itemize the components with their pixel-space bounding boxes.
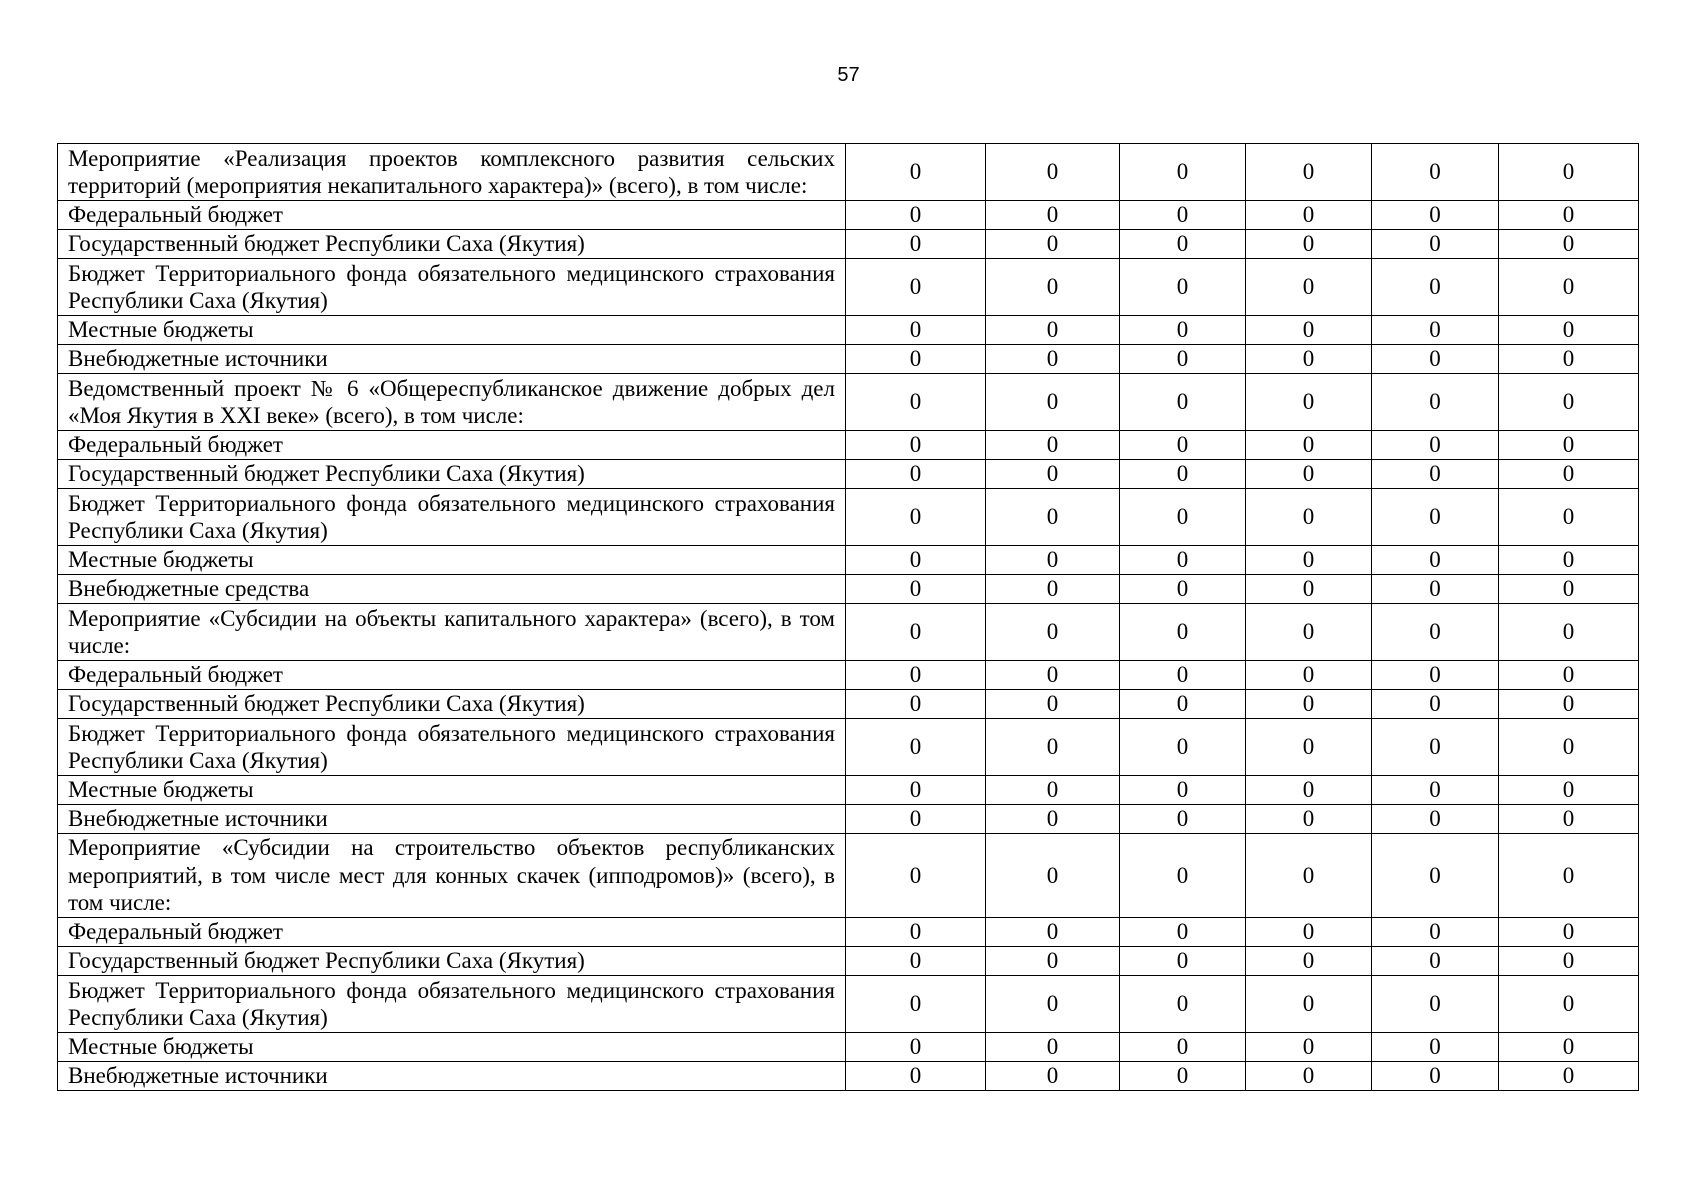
value-cell: 0 bbox=[1372, 259, 1499, 316]
value-cell: 0 bbox=[1372, 690, 1499, 719]
table-row bbox=[58, 834, 1639, 918]
row-label: Внебюджетные источники bbox=[58, 805, 846, 834]
value-cell: 0 bbox=[1499, 661, 1639, 690]
value-cell: 0 bbox=[1246, 719, 1372, 776]
value-cell: 0 bbox=[986, 834, 1120, 918]
value-cell: 0 bbox=[1499, 546, 1639, 575]
row-label: Внебюджетные средства bbox=[58, 575, 846, 604]
value-cell: 0 bbox=[1246, 661, 1372, 690]
value-cell: 0 bbox=[1120, 834, 1246, 918]
table-row bbox=[58, 345, 1639, 374]
value-cell: 0 bbox=[1372, 805, 1499, 834]
value-cell: 0 bbox=[846, 661, 986, 690]
value-cell: 0 bbox=[1499, 374, 1639, 431]
value-cell: 0 bbox=[846, 719, 986, 776]
row-label: Бюджет Территориального фонда обязательного медицинского страхования Республики Саха (Якутия) bbox=[58, 489, 846, 546]
value-cell: 0 bbox=[846, 546, 986, 575]
table-row bbox=[58, 661, 1639, 690]
table-row bbox=[58, 230, 1639, 259]
value-cell: 0 bbox=[1372, 976, 1499, 1033]
value-cell: 0 bbox=[1372, 575, 1499, 604]
row-label: Федеральный бюджет bbox=[58, 201, 846, 230]
value-cell: 0 bbox=[846, 489, 986, 546]
value-cell: 0 bbox=[986, 316, 1120, 345]
value-cell: 0 bbox=[1499, 489, 1639, 546]
value-cell: 0 bbox=[986, 374, 1120, 431]
row-label: Местные бюджеты bbox=[58, 776, 846, 805]
value-cell: 0 bbox=[846, 690, 986, 719]
value-cell: 0 bbox=[1499, 144, 1639, 201]
value-cell: 0 bbox=[1372, 201, 1499, 230]
value-cell: 0 bbox=[846, 976, 986, 1033]
value-cell: 0 bbox=[1499, 431, 1639, 460]
table-row bbox=[58, 719, 1639, 776]
value-cell: 0 bbox=[1120, 947, 1246, 976]
value-cell: 0 bbox=[846, 144, 986, 201]
row-label: Бюджет Территориального фонда обязательного медицинского страхования Республики Саха (Якутия) bbox=[58, 719, 846, 776]
value-cell: 0 bbox=[986, 690, 1120, 719]
value-cell: 0 bbox=[1120, 1033, 1246, 1062]
value-cell: 0 bbox=[1499, 776, 1639, 805]
value-cell: 0 bbox=[1246, 345, 1372, 374]
value-cell: 0 bbox=[1120, 661, 1246, 690]
value-cell: 0 bbox=[1499, 719, 1639, 776]
value-cell: 0 bbox=[1372, 776, 1499, 805]
value-cell: 0 bbox=[1246, 431, 1372, 460]
value-cell: 0 bbox=[1120, 489, 1246, 546]
value-cell: 0 bbox=[1499, 1033, 1639, 1062]
row-label: Внебюджетные источники bbox=[58, 345, 846, 374]
value-cell: 0 bbox=[1246, 575, 1372, 604]
value-cell: 0 bbox=[1246, 316, 1372, 345]
value-cell: 0 bbox=[1120, 575, 1246, 604]
page-number: 57 bbox=[837, 64, 860, 86]
value-cell: 0 bbox=[1120, 144, 1246, 201]
row-label: Государственный бюджет Республики Саха (Якутия) bbox=[58, 947, 846, 976]
value-cell: 0 bbox=[986, 976, 1120, 1033]
table-row bbox=[58, 1033, 1639, 1062]
value-cell: 0 bbox=[986, 1033, 1120, 1062]
row-label: Государственный бюджет Республики Саха (Якутия) bbox=[58, 460, 846, 489]
value-cell: 0 bbox=[1372, 230, 1499, 259]
row-label: Государственный бюджет Республики Саха (Якутия) bbox=[58, 230, 846, 259]
value-cell: 0 bbox=[1499, 834, 1639, 918]
value-cell: 0 bbox=[846, 947, 986, 976]
value-cell: 0 bbox=[1499, 259, 1639, 316]
row-label: Федеральный бюджет bbox=[58, 918, 846, 947]
row-label: Федеральный бюджет bbox=[58, 431, 846, 460]
value-cell: 0 bbox=[1499, 604, 1639, 661]
value-cell: 0 bbox=[1246, 201, 1372, 230]
value-cell: 0 bbox=[1372, 604, 1499, 661]
value-cell: 0 bbox=[1246, 259, 1372, 316]
value-cell: 0 bbox=[986, 144, 1120, 201]
table-body bbox=[58, 144, 1639, 1091]
value-cell: 0 bbox=[846, 431, 986, 460]
value-cell: 0 bbox=[846, 575, 986, 604]
table-row bbox=[58, 460, 1639, 489]
value-cell: 0 bbox=[1499, 230, 1639, 259]
value-cell: 0 bbox=[1120, 230, 1246, 259]
value-cell: 0 bbox=[1499, 460, 1639, 489]
value-cell: 0 bbox=[1499, 316, 1639, 345]
value-cell: 0 bbox=[986, 489, 1120, 546]
value-cell: 0 bbox=[1246, 690, 1372, 719]
value-cell: 0 bbox=[1120, 805, 1246, 834]
row-label: Ведомственный проект № 6 «Общереспубликанское движение добрых дел «Моя Якутия в XXI веке» (всего), в том числе: bbox=[58, 374, 846, 431]
value-cell: 0 bbox=[1372, 374, 1499, 431]
value-cell: 0 bbox=[986, 230, 1120, 259]
value-cell: 0 bbox=[986, 918, 1120, 947]
value-cell: 0 bbox=[1120, 719, 1246, 776]
table-row bbox=[58, 489, 1639, 546]
value-cell: 0 bbox=[1120, 431, 1246, 460]
value-cell: 0 bbox=[1499, 345, 1639, 374]
value-cell: 0 bbox=[1120, 316, 1246, 345]
value-cell: 0 bbox=[986, 345, 1120, 374]
value-cell: 0 bbox=[1372, 1033, 1499, 1062]
value-cell: 0 bbox=[1120, 259, 1246, 316]
value-cell: 0 bbox=[1246, 460, 1372, 489]
value-cell: 0 bbox=[1246, 604, 1372, 661]
value-cell: 0 bbox=[1372, 431, 1499, 460]
value-cell: 0 bbox=[1372, 1062, 1499, 1091]
value-cell: 0 bbox=[1120, 345, 1246, 374]
table-row bbox=[58, 918, 1639, 947]
table-row bbox=[58, 976, 1639, 1033]
table-row bbox=[58, 431, 1639, 460]
row-label: Местные бюджеты bbox=[58, 546, 846, 575]
row-label: Государственный бюджет Республики Саха (Якутия) bbox=[58, 690, 846, 719]
value-cell: 0 bbox=[1246, 374, 1372, 431]
value-cell: 0 bbox=[1372, 345, 1499, 374]
value-cell: 0 bbox=[846, 374, 986, 431]
value-cell: 0 bbox=[1120, 546, 1246, 575]
row-label: Местные бюджеты bbox=[58, 1033, 846, 1062]
value-cell: 0 bbox=[846, 604, 986, 661]
row-label: Бюджет Территориального фонда обязательного медицинского страхования Республики Саха (Якутия) bbox=[58, 259, 846, 316]
value-cell: 0 bbox=[1246, 776, 1372, 805]
value-cell: 0 bbox=[1120, 201, 1246, 230]
value-cell: 0 bbox=[986, 575, 1120, 604]
row-label: Местные бюджеты bbox=[58, 316, 846, 345]
value-cell: 0 bbox=[1372, 460, 1499, 489]
value-cell: 0 bbox=[1372, 834, 1499, 918]
value-cell: 0 bbox=[1120, 690, 1246, 719]
value-cell: 0 bbox=[986, 201, 1120, 230]
value-cell: 0 bbox=[846, 460, 986, 489]
value-cell: 0 bbox=[986, 604, 1120, 661]
value-cell: 0 bbox=[846, 918, 986, 947]
value-cell: 0 bbox=[986, 460, 1120, 489]
table-row bbox=[58, 575, 1639, 604]
value-cell: 0 bbox=[1499, 947, 1639, 976]
value-cell: 0 bbox=[1246, 230, 1372, 259]
value-cell: 0 bbox=[1372, 661, 1499, 690]
value-cell: 0 bbox=[1372, 918, 1499, 947]
value-cell: 0 bbox=[1246, 489, 1372, 546]
value-cell: 0 bbox=[1246, 144, 1372, 201]
table-row bbox=[58, 144, 1639, 201]
value-cell: 0 bbox=[846, 1033, 986, 1062]
value-cell: 0 bbox=[1372, 144, 1499, 201]
value-cell: 0 bbox=[846, 834, 986, 918]
value-cell: 0 bbox=[846, 259, 986, 316]
value-cell: 0 bbox=[1499, 690, 1639, 719]
value-cell: 0 bbox=[1246, 805, 1372, 834]
value-cell: 0 bbox=[1120, 604, 1246, 661]
row-label: Федеральный бюджет bbox=[58, 661, 846, 690]
value-cell: 0 bbox=[1120, 776, 1246, 805]
value-cell: 0 bbox=[1372, 719, 1499, 776]
value-cell: 0 bbox=[1246, 918, 1372, 947]
value-cell: 0 bbox=[846, 345, 986, 374]
value-cell: 0 bbox=[846, 230, 986, 259]
value-cell: 0 bbox=[1246, 834, 1372, 918]
value-cell: 0 bbox=[986, 719, 1120, 776]
value-cell: 0 bbox=[1372, 489, 1499, 546]
value-cell: 0 bbox=[1120, 460, 1246, 489]
value-cell: 0 bbox=[1499, 1062, 1639, 1091]
value-cell: 0 bbox=[1499, 918, 1639, 947]
row-label: Бюджет Территориального фонда обязательного медицинского страхования Республики Саха (Якутия) bbox=[58, 976, 846, 1033]
table-row bbox=[58, 259, 1639, 316]
value-cell: 0 bbox=[1499, 805, 1639, 834]
value-cell: 0 bbox=[986, 259, 1120, 316]
value-cell: 0 bbox=[1120, 976, 1246, 1033]
table-row bbox=[58, 776, 1639, 805]
table-row bbox=[58, 374, 1639, 431]
table-row bbox=[58, 316, 1639, 345]
table-row bbox=[58, 805, 1639, 834]
value-cell: 0 bbox=[846, 1062, 986, 1091]
value-cell: 0 bbox=[1246, 976, 1372, 1033]
value-cell: 0 bbox=[1372, 947, 1499, 976]
value-cell: 0 bbox=[986, 776, 1120, 805]
budget-table bbox=[57, 143, 1639, 1091]
table-row bbox=[58, 604, 1639, 661]
value-cell: 0 bbox=[1372, 316, 1499, 345]
value-cell: 0 bbox=[846, 776, 986, 805]
value-cell: 0 bbox=[846, 201, 986, 230]
table-row bbox=[58, 690, 1639, 719]
value-cell: 0 bbox=[1120, 374, 1246, 431]
value-cell: 0 bbox=[1499, 575, 1639, 604]
value-cell: 0 bbox=[986, 947, 1120, 976]
value-cell: 0 bbox=[1246, 1033, 1372, 1062]
table-row bbox=[58, 201, 1639, 230]
value-cell: 0 bbox=[1120, 918, 1246, 947]
value-cell: 0 bbox=[986, 661, 1120, 690]
value-cell: 0 bbox=[986, 546, 1120, 575]
row-label: Мероприятие «Реализация проектов комплексного развития сельских территорий (мероприятия некапитального характера)» (всего), в том числе: bbox=[58, 144, 846, 201]
value-cell: 0 bbox=[846, 316, 986, 345]
row-label: Мероприятие «Субсидии на строительство объектов республиканских мероприятий, в том числе мест для конных скачек (ипподромов)» (всего), в том числе: bbox=[58, 834, 846, 918]
table-row bbox=[58, 1062, 1639, 1091]
row-label: Мероприятие «Субсидии на объекты капитального характера» (всего), в том числе: bbox=[58, 604, 846, 661]
table-row bbox=[58, 546, 1639, 575]
value-cell: 0 bbox=[986, 805, 1120, 834]
row-label: Внебюджетные источники bbox=[58, 1062, 846, 1091]
value-cell: 0 bbox=[986, 1062, 1120, 1091]
value-cell: 0 bbox=[1246, 1062, 1372, 1091]
value-cell: 0 bbox=[1372, 546, 1499, 575]
value-cell: 0 bbox=[1499, 976, 1639, 1033]
value-cell: 0 bbox=[1120, 1062, 1246, 1091]
value-cell: 0 bbox=[986, 431, 1120, 460]
value-cell: 0 bbox=[1246, 947, 1372, 976]
value-cell: 0 bbox=[1499, 201, 1639, 230]
value-cell: 0 bbox=[1246, 546, 1372, 575]
table-row bbox=[58, 947, 1639, 976]
value-cell: 0 bbox=[846, 805, 986, 834]
